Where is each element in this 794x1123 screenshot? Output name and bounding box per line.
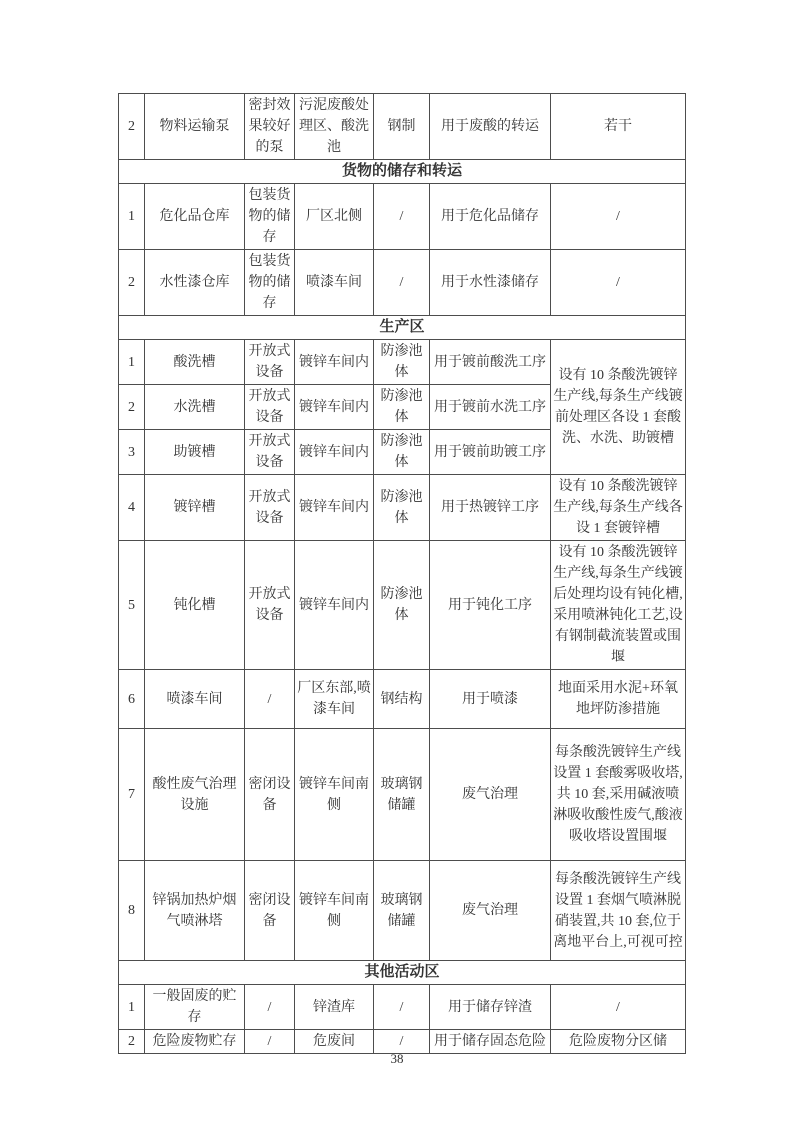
table-row [119,985,686,1030]
cell-no: 7 [119,729,145,861]
cell-location: 厂区北侧 [295,184,374,250]
cell-purpose: 用于镀前助镀工序 [430,430,551,475]
cell-remark: 地面采用水泥+环氧地坪防渗措施 [551,670,686,729]
cell-material: / [374,250,430,316]
cell-name: 危险废物贮存 [145,1030,245,1054]
cell-no: 2 [119,250,145,316]
cell-material: / [374,1030,430,1054]
cell-material: 防渗池体 [374,385,430,430]
cell-remark: / [551,985,686,1030]
cell-purpose: 用于储存固态危险 [430,1030,551,1054]
cell-purpose: 用于储存锌渣 [430,985,551,1030]
cell-material: 防渗池体 [374,340,430,385]
cell-name: 锌锅加热炉烟气喷淋塔 [145,861,245,961]
section-header: 其他活动区 [119,961,686,985]
cell-no: 4 [119,475,145,541]
cell-purpose: 用于危化品储存 [430,184,551,250]
cell-material: / [374,184,430,250]
table-row [119,541,686,670]
cell-purpose: 用于钝化工序 [430,541,551,670]
cell-remark: 设有 10 条酸洗镀锌生产线,每条生产线各设 1 套镀锌槽 [551,475,686,541]
cell-name: 一般固废的贮存 [145,985,245,1030]
cell-feature: / [245,670,295,729]
cell-purpose: 用于热镀锌工序 [430,475,551,541]
cell-location: 镀锌车间内 [295,475,374,541]
cell-feature: 开放式设备 [245,475,295,541]
cell-feature: 密闭设备 [245,729,295,861]
table-row [119,1030,686,1054]
cell-feature: 包装货物的储存 [245,184,295,250]
cell-remark: 设有 10 条酸洗镀锌生产线,每条生产线镀后处理均设有钝化槽,采用喷淋钝化工艺,设有钢制截流装置或围堰 [551,541,686,670]
cell-purpose: 废气治理 [430,729,551,861]
cell-feature: 包装货物的储存 [245,250,295,316]
cell-name: 酸洗槽 [145,340,245,385]
cell-no: 1 [119,340,145,385]
cell-feature: 开放式设备 [245,541,295,670]
table-row [119,94,686,160]
cell-remark: 每条酸洗镀锌生产线设置 1 套酸雾吸收塔,共 10 套,采用碱液喷淋吸收酸性废气,酸液吸收塔设置围堰 [551,729,686,861]
table-row [119,340,686,385]
table-row [119,184,686,250]
cell-material: 防渗池体 [374,541,430,670]
cell-name: 危化品仓库 [145,184,245,250]
cell-location: 镀锌车间南侧 [295,861,374,961]
facility-table [118,93,686,1054]
cell-material: 钢结构 [374,670,430,729]
cell-location: 危废间 [295,1030,374,1054]
cell-purpose: 废气治理 [430,861,551,961]
cell-feature: 开放式设备 [245,385,295,430]
cell-remark: / [551,250,686,316]
cell-no: 6 [119,670,145,729]
cell-no: 2 [119,94,145,160]
table-row [119,475,686,541]
section-header-row [119,316,686,340]
cell-no: 2 [119,385,145,430]
cell-name: 酸性废气治理设施 [145,729,245,861]
cell-location: 厂区东部,喷漆车间 [295,670,374,729]
cell-no: 1 [119,985,145,1030]
cell-purpose: 用于废酸的转运 [430,94,551,160]
cell-name: 镀锌槽 [145,475,245,541]
cell-location: 镀锌车间内 [295,340,374,385]
cell-no: 8 [119,861,145,961]
cell-feature: 密闭设备 [245,861,295,961]
cell-feature: / [245,1030,295,1054]
cell-purpose: 用于喷漆 [430,670,551,729]
cell-material: / [374,985,430,1030]
section-header: 货物的储存和转运 [119,160,686,184]
cell-location: 镀锌车间南侧 [295,729,374,861]
cell-feature: 开放式设备 [245,430,295,475]
section-header-row [119,160,686,184]
cell-feature: 开放式设备 [245,340,295,385]
cell-name: 物料运输泵 [145,94,245,160]
cell-material: 玻璃钢储罐 [374,861,430,961]
section-header-row [119,961,686,985]
table-row [119,861,686,961]
cell-material: 玻璃钢储罐 [374,729,430,861]
cell-remark: 每条酸洗镀锌生产线设置 1 套烟气喷淋脱硝装置,共 10 套,位于离地平台上,可视可控 [551,861,686,961]
cell-remark: 危险废物分区储 [551,1030,686,1054]
table-row [119,250,686,316]
cell-location: 镀锌车间内 [295,541,374,670]
cell-material: 防渗池体 [374,475,430,541]
cell-feature: / [245,985,295,1030]
table-row [119,729,686,861]
cell-remark: 若干 [551,94,686,160]
section-header: 生产区 [119,316,686,340]
cell-name: 水性漆仓库 [145,250,245,316]
table-row [119,670,686,729]
cell-no: 5 [119,541,145,670]
cell-location: 污泥废酸处理区、酸洗池 [295,94,374,160]
cell-purpose: 用于水性漆储存 [430,250,551,316]
cell-purpose: 用于镀前酸洗工序 [430,340,551,385]
cell-name: 水洗槽 [145,385,245,430]
cell-material: 防渗池体 [374,430,430,475]
cell-no: 1 [119,184,145,250]
page-number: 38 [390,1051,404,1066]
cell-name: 钝化槽 [145,541,245,670]
cell-no: 3 [119,430,145,475]
cell-location: 镀锌车间内 [295,385,374,430]
cell-location: 喷漆车间 [295,250,374,316]
cell-no: 2 [119,1030,145,1054]
cell-remark-merged: 设有 10 条酸洗镀锌生产线,每条生产线镀前处理区各设 1 套酸洗、水洗、助镀槽 [551,340,686,475]
cell-remark: / [551,184,686,250]
cell-purpose: 用于镀前水洗工序 [430,385,551,430]
cell-material: 钢制 [374,94,430,160]
cell-feature: 密封效果较好的泵 [245,94,295,160]
cell-location: 锌渣库 [295,985,374,1030]
cell-name: 助镀槽 [145,430,245,475]
cell-name: 喷漆车间 [145,670,245,729]
cell-location: 镀锌车间内 [295,430,374,475]
